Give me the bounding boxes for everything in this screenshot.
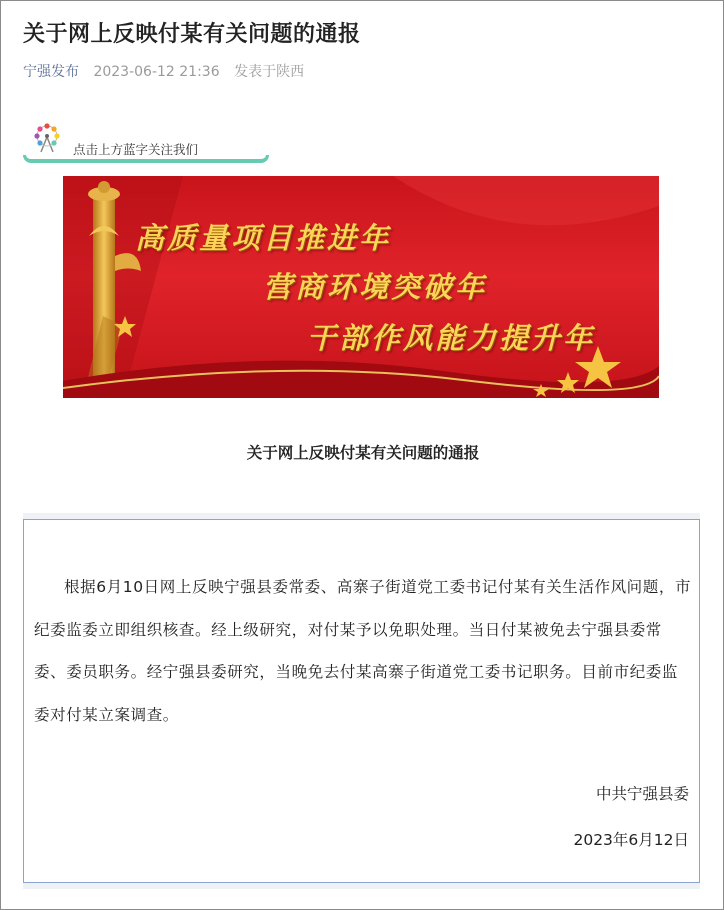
notice-body: 根据6月10日网上反映宁强县委常委、高寨子街道党工委书记付某有关生活作风问题，市纪委监委立即组织核查。经上级研究，对付某予以免职处理。当日付某被免去宁强县委常委、委员职务。经宁强县委研究，当晚免去付某高寨子街道党工委书记职务。目前市纪委监委对付某立案调查。 bbox=[34, 578, 692, 724]
article-meta bbox=[23, 61, 304, 81]
banner-slogan: 高质量项目推进年 bbox=[135, 221, 392, 255]
notice-signature: 中共宁强县委 bbox=[595, 785, 689, 803]
notice-box bbox=[23, 519, 700, 883]
article-title: 关于网上反映付某有关问题的通报 bbox=[23, 22, 361, 47]
author-link[interactable]: 宁强发布 bbox=[23, 64, 79, 80]
banner-slogan: 营商环境突破年 bbox=[263, 270, 488, 304]
follow-prompt-text: 点击上方蓝字关注我们 bbox=[73, 142, 199, 157]
notice-heading: 关于网上反映付某有关问题的通报 bbox=[246, 444, 480, 462]
follow-underline bbox=[23, 155, 269, 163]
banner-slogan: 干部作风能力提升年 bbox=[307, 321, 596, 355]
notice-date: 2023年6月12日 bbox=[573, 831, 689, 849]
publish-location: 发表于陕西 bbox=[234, 64, 305, 80]
ferris-wheel-icon bbox=[33, 123, 61, 153]
slogan-banner bbox=[63, 176, 659, 398]
publish-time: 2023-06-12 21:36 bbox=[93, 64, 220, 80]
follow-prompt bbox=[23, 123, 269, 165]
